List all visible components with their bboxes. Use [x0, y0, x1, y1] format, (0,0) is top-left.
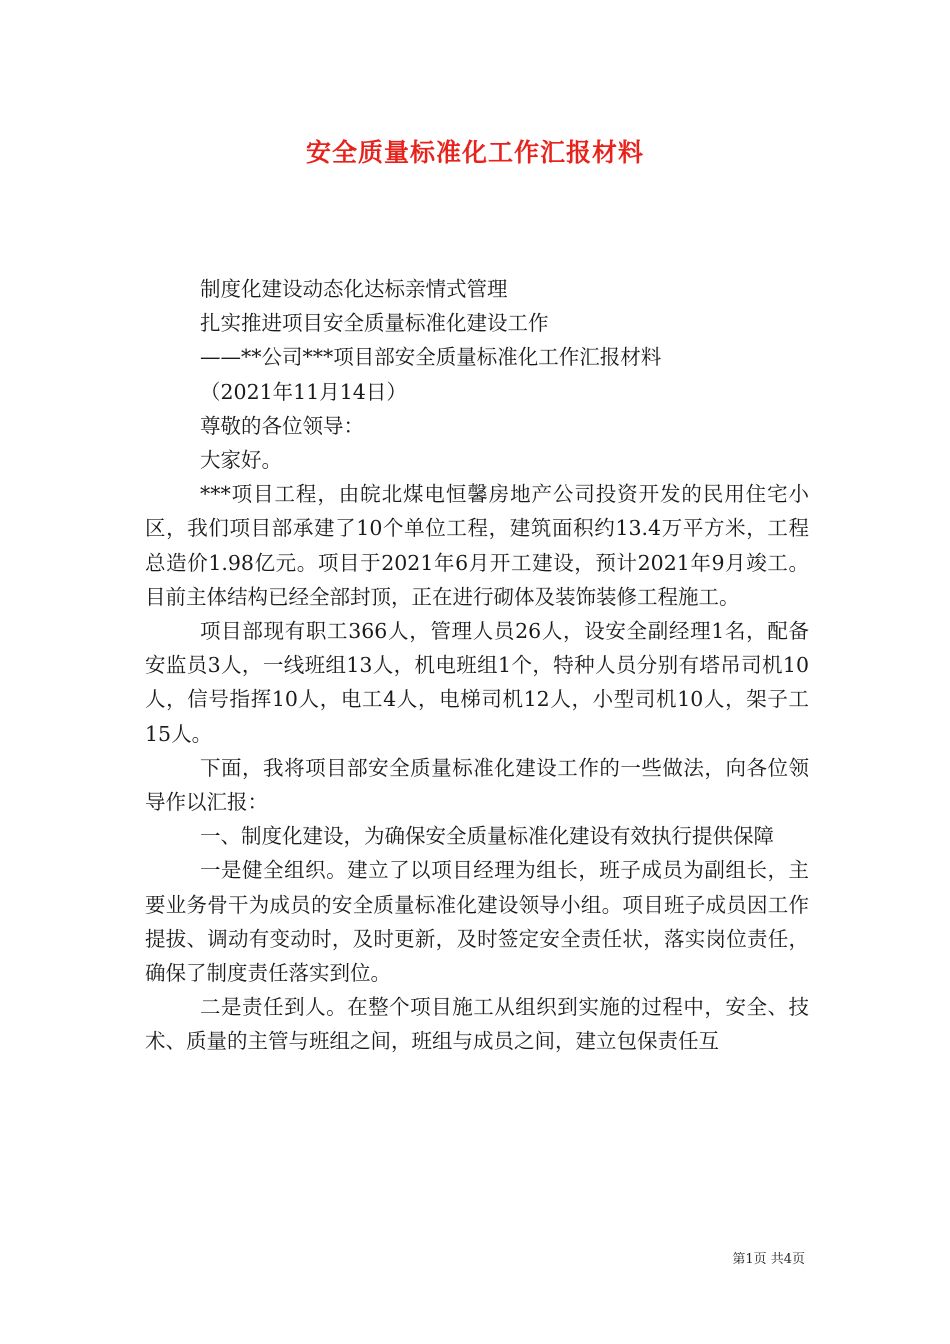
document-title: 安全质量标准化工作汇报材料 — [305, 138, 644, 167]
section-heading-1: 一、制度化建设，为确保安全质量标准化建设有效执行提供保障 — [200, 824, 774, 849]
paragraph-staffing: 项目部现有职工366人，管理人员26人，设安全副经理1名，配备安监员3人，一线班组13人，机电班组1个，特种人员分别有塔吊司机10人，信号指挥10人，电工4人，电梯司机12人，小型司机10人，架子工15人。 — [145, 619, 809, 746]
paragraph-project-overview: ***项目工程，由皖北煤电恒馨房地产公司投资开发的民用住宅小区，我们项目部承建了10个单位工程，建筑面积约13.4万平方米，工程总造价1.98亿元。项目于2021年6月开工建设，预计2021年9月竣工。目前主体结构已经全部封顶，正在进行砌体及装饰装修工程施工。 — [145, 482, 809, 609]
subtitle-line-3: ——**公司***项目部安全质量标准化工作汇报材料 — [200, 345, 662, 370]
subtitle-line-2: 扎实推进项目安全质量标准化建设工作 — [200, 311, 549, 336]
date-line: （2021年11月14日） — [200, 379, 407, 404]
subtitle-line-1: 制度化建设动态化达标亲情式管理 — [200, 277, 508, 301]
document-body — [145, 272, 809, 1059]
greeting: 大家好。 — [200, 448, 282, 473]
salutation: 尊敬的各位领导： — [200, 413, 364, 438]
paragraph-responsibility: 二是责任到人。在整个项目施工从组织到实施的过程中，安全、技术、质量的主管与班组之间，班组与成员之间，建立包保责任互 — [145, 995, 809, 1054]
paragraph-organization: 一是健全组织。建立了以项目经理为组长，班子成员为副组长，主要业务骨干为成员的安全质量标准化建设领导小组。项目班子成员因工作提拔、调动有变动时，及时更新，及时签定安全责任状，落实岗位责任，确保了制度责任落实到位。 — [145, 858, 809, 986]
paragraph-introduction: 下面，我将项目部安全质量标准化建设工作的一些做法，向各位领导作以汇报： — [145, 755, 809, 815]
page-number-footer: 第1页 共4页 — [732, 1252, 805, 1267]
